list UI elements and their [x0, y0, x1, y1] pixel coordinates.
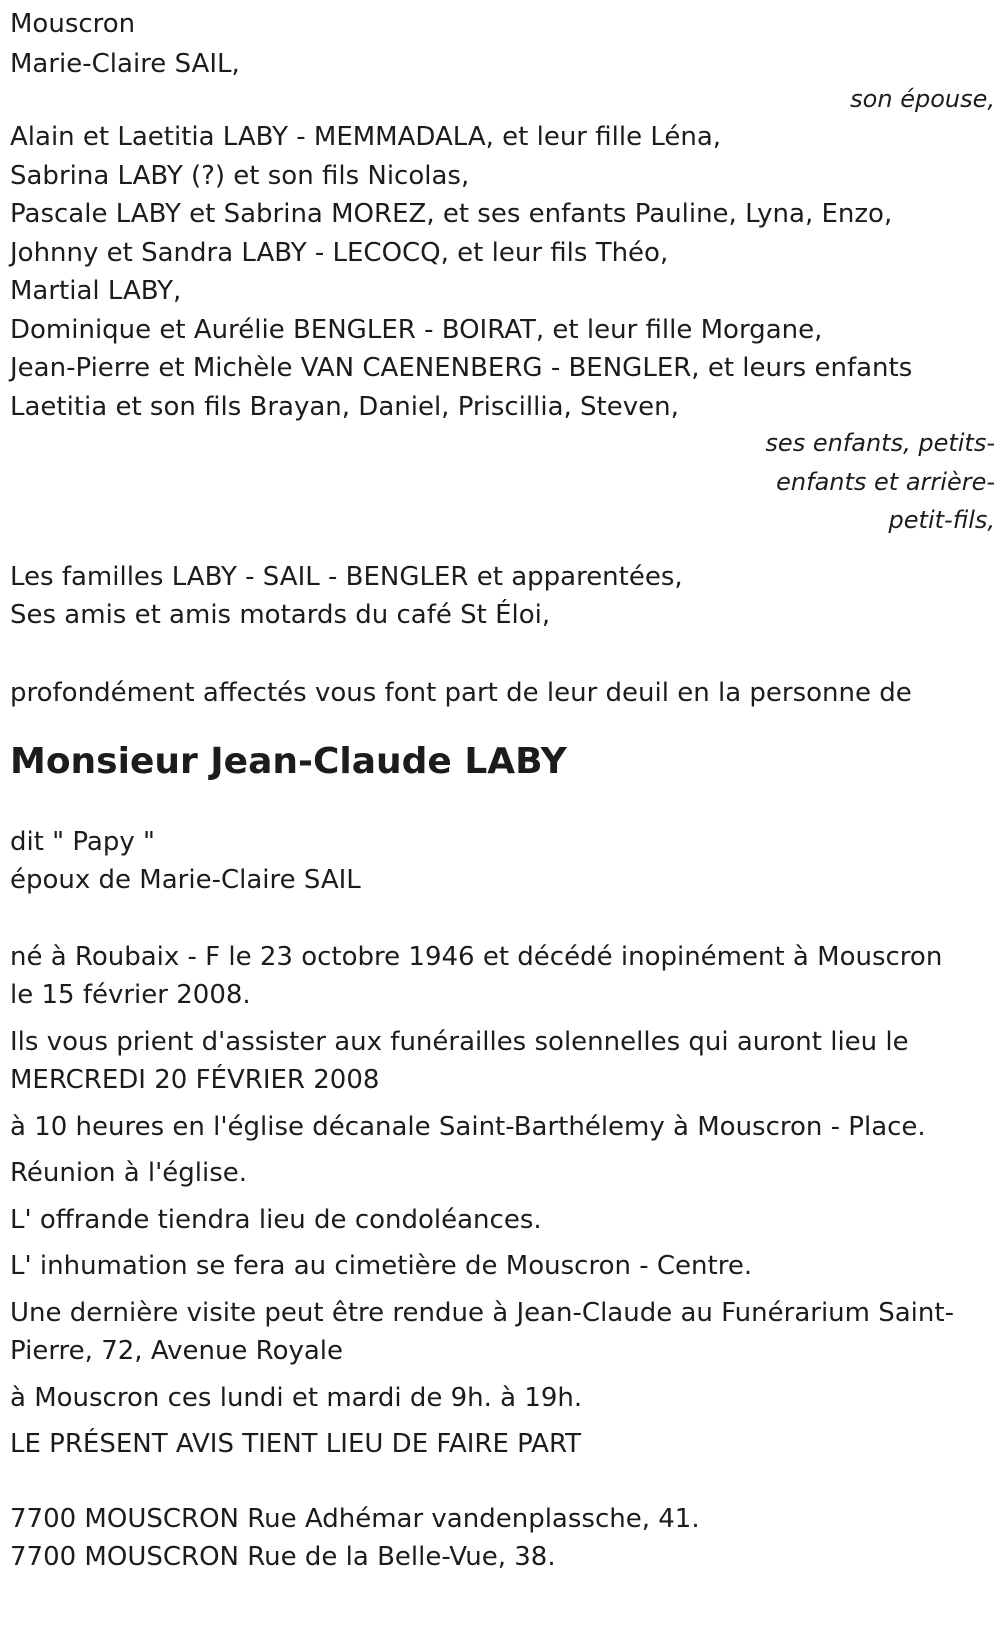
- children-line-7: Jean-Pierre et Michèle VAN CAENENBERG - BENGLER, et leurs enfants: [10, 353, 913, 383]
- spacer: [10, 793, 995, 823]
- spacer: [10, 713, 995, 729]
- meeting: Réunion à l'église.: [10, 1158, 248, 1188]
- deceased-spouse: époux de Marie-Claire SAIL: [10, 865, 361, 895]
- birth-death-line-1: né à Roubaix - F le 23 octobre 1946 et décédé inopinément à Mouscron: [10, 941, 943, 972]
- visit-paragraph: [10, 1294, 995, 1371]
- birth-death-line-2: le 15 février 2008.: [10, 980, 251, 1010]
- children-line-3: Pascale LABY et Sabrina MOREZ, et ses enfants Pauline, Lyna, Enzo,: [10, 199, 893, 229]
- deceased-nickname: dit " Papy ": [10, 826, 155, 857]
- funeral-place-paragraph: [10, 1108, 995, 1147]
- children-line-2: Sabrina LABY (?) et son fils Nicolas,: [10, 160, 470, 191]
- burial-paragraph: [10, 1247, 995, 1286]
- visit-line-2: Pierre, 72, Avenue Royale: [10, 1336, 344, 1366]
- children-line-5: Martial LABY,: [10, 276, 182, 306]
- notice: LE PRÉSENT AVIS TIENT LIEU DE FAIRE PART: [10, 1429, 582, 1459]
- visit-line-1: Une dernière visite peut être rendue à Jean-Claude au Funérarium Saint-: [10, 1297, 954, 1328]
- children-line-8: Laetitia et son fils Brayan, Daniel, Priscillia, Steven,: [10, 391, 679, 422]
- address-line-1: 7700 MOUSCRON Rue Adhémar vandenplassche, 41.: [10, 1503, 700, 1534]
- spacer: [10, 900, 995, 938]
- children-role-line-1: ses enfants, petits-: [765, 429, 995, 457]
- offering: L' offrande tiendra lieu de condoléances.: [10, 1204, 542, 1235]
- birth-death-paragraph: [10, 938, 995, 1015]
- others-line-1: Les familles LABY - SAIL - BENGLER et apparentées,: [10, 561, 683, 592]
- children-role-line-3: petit-fils,: [888, 506, 995, 534]
- burial: L' inhumation se fera au cimetière de Mouscron - Centre.: [10, 1251, 753, 1281]
- spacer: [10, 1472, 995, 1500]
- meeting-paragraph: [10, 1154, 995, 1193]
- spouse-name: Marie-Claire SAIL,: [10, 49, 240, 79]
- funeral-invite-line-1: Ils vous prient d'assister aux funérailles solennelles qui auront lieu le: [10, 1026, 909, 1057]
- spacer: [10, 635, 995, 673]
- location: Mouscron: [10, 9, 136, 39]
- announcement: profondément affectés vous font part de leur deuil en la personne de: [10, 677, 912, 708]
- offering-paragraph: [10, 1201, 995, 1240]
- funeral-place: à 10 heures en l'église décanale Saint-Barthélemy à Mouscron - Place.: [10, 1111, 926, 1142]
- children-role-line-2: enfants et arrière-: [776, 467, 995, 496]
- children-line-4: Johnny et Sandra LABY - LECOCQ, et leur fils Théo,: [10, 237, 669, 268]
- addresses: [10, 1500, 995, 1577]
- funeral-invite-paragraph: [10, 1023, 995, 1100]
- others-line-2: Ses amis et amis motards du café St Éloi,: [10, 600, 551, 630]
- children-line-6: Dominique et Aurélie BENGLER - BOIRAT, et leur fille Morgane,: [10, 314, 823, 345]
- spouse-role: son épouse,: [850, 85, 995, 113]
- address-line-2: 7700 MOUSCRON Rue de la Belle-Vue, 38.: [10, 1542, 556, 1572]
- children-line-1: Alain et Laetitia LABY - MEMMADALA, et leur fille Léna,: [10, 122, 722, 152]
- visit-hours: à Mouscron ces lundi et mardi de 9h. à 19h.: [10, 1382, 583, 1413]
- funeral-invite-line-2: MERCREDI 20 FÉVRIER 2008: [10, 1065, 380, 1095]
- obituary-notice: [10, 0, 995, 1577]
- children-list: [10, 118, 995, 426]
- others-list: [10, 558, 995, 635]
- notice-paragraph: [10, 1425, 995, 1464]
- deceased-name: Monsieur Jean-Claude LABY: [10, 740, 567, 782]
- visit-hours-paragraph: [10, 1379, 995, 1418]
- children-role: [10, 424, 995, 540]
- spacer: [10, 540, 995, 558]
